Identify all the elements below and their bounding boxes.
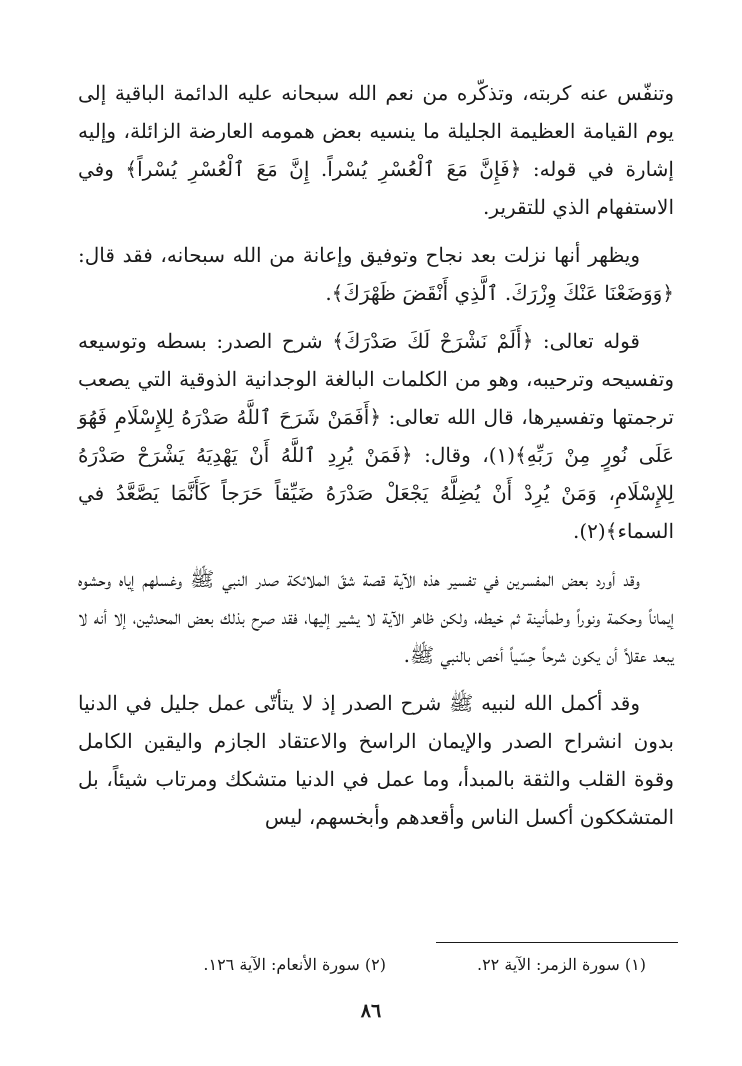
paragraph-5: وقد أكمل الله لنبيه ﷺ شرح الصدر إذ لا يتأتّى عمل جليل في الدنيا بدون انشراح الصدر والإيمان الراسخ والاعتقاد الجازم واليقين الكامل وقوة القلب والثقة بالمبدأ، وما عمل في الدنيا متشكك ومرتاب شيئاً، بل المتشككون أكسل الناس وأقعدهم وأبخسهم، ليس bbox=[78, 691, 674, 829]
footnote-divider bbox=[436, 942, 678, 943]
footnote-2: (٢) سورة الأنعام: الآية ١٢٦. bbox=[203, 955, 386, 974]
paragraph-1: وتنفّس عنه كربته، وتذكّره من نعم الله سبحانه عليه الدائمة الباقية إلى يوم القيامة العظيمة الجليلة ما ينسيه بعض همومه العارضة الزائلة، وإليه إشارة في قوله: ﴿فَإِنَّ مَعَ ٱلْعُسْرِ يُسْراً. إِنَّ مَعَ ٱلْعُسْرِ يُسْراً﴾ وفي الاستفهام الذي للتقرير. bbox=[78, 81, 674, 219]
page-number: ٨٦ bbox=[360, 1000, 382, 1022]
paragraph-3: قوله تعالى: ﴿أَلَمْ نَشْرَحْ لَكَ صَدْرَكَ﴾ شرح الصدر: بسطه وتوسيعه وتفسيحه وترحيبه، وهو من الكلمات البالغة الوجدانية الذوقية التي يصعب ترجمتها وتفسيرها، قال الله تعالى: ﴿أَفَمَنْ شَرَحَ ٱللَّهُ صَدْرَهُ لِلإِسْلَامِ فَهُوَ عَلَى نُورٍ مِنْ رَبِّهِ﴾(١)، وقال: ﴿فَمَنْ يُرِدِ ٱللَّهُ أَنْ يَهْدِيَهُ يَشْرَحْ صَدْرَهُ لِلإِسْلَامِ، وَمَنْ يُرِدْ أَنْ يُضِلَّهُ يَجْعَلْ صَدْرَهُ ضَيِّقاً حَرَجاً كَأَنَّمَا يَصَّعَّدُ في السماء﴾(٢). bbox=[78, 329, 675, 543]
paragraph-2: ويظهر أنها نزلت بعد نجاح وتوفيق وإعانة من الله سبحانه، فقد قال: ﴿وَوَضَعْنَا عَنْكَ وِزْرَكَ. ٱلَّذِي أَنْقَضَ ظَهْرَكَ﴾. bbox=[78, 243, 674, 305]
paragraph-4: وقد أورد بعض المفسرين في تفسير هذه الآية قصة شقّ الملائكة صدر النبي ﷺ وغسلهم إياه وحشوه إيماناً وحكمة ونوراً وطمأنينة ثم خيطه، ولكن ظاهر الآية لا يشير إليها، فقد صرح بذلك بعض المحدثين، إلا أنه لا يبعد عقلاً أن يكون شرحاً حِسّياً أخص بالنبي ﷺ. bbox=[78, 567, 674, 667]
body-text bbox=[78, 74, 674, 846]
footnote-1: (١) سورة الزمر: الآية ٢٢. bbox=[476, 955, 646, 974]
